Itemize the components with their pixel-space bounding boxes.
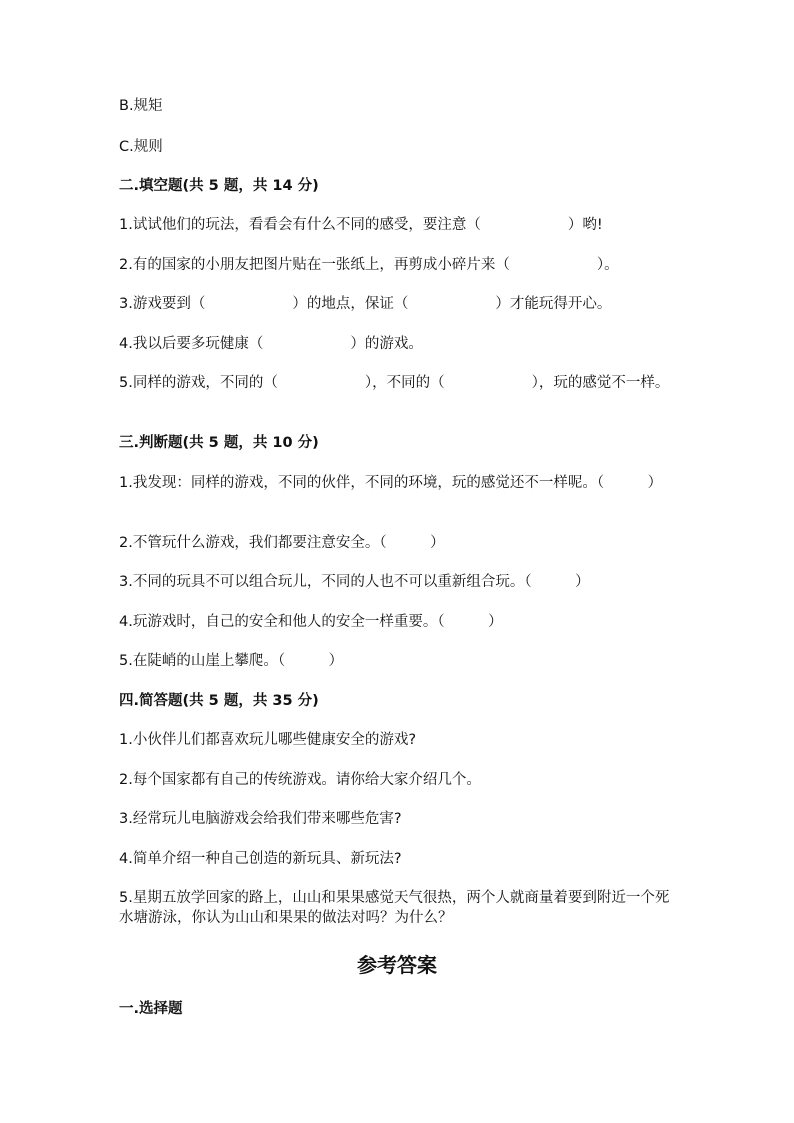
judge-heading: 三.判断题(共 5 题，共 10 分)	[119, 435, 319, 451]
short-answer-item-3: 3.经常玩儿电脑游戏会给我们带来哪些危害?	[119, 811, 402, 827]
short-answer-item-4: 4.简单介绍一种自己创造的新玩具、新玩法?	[119, 851, 402, 867]
short-answer-heading: 四.简答题(共 5 题，共 35 分)	[119, 693, 319, 709]
fill-blank-item-2: 2.有的国家的小朋友把图片贴在一张纸上，再剪成小碎片来（ ）。	[119, 257, 619, 273]
fill-blank-item-4: 4.我以后要多玩健康（ ）的游戏。	[119, 336, 423, 352]
answers-section-1: 一.选择题	[119, 1001, 183, 1017]
option-c: C.规则	[119, 139, 163, 155]
short-answer-item-1: 1.小伙伴儿们都喜欢玩儿哪些健康安全的游戏?	[119, 732, 417, 748]
judge-item-5: 5.在陡峭的山崖上攀爬。（ ）	[119, 653, 344, 669]
short-answer-item-2: 2.每个国家都有自己的传统游戏。请你给大家介绍几个。	[119, 772, 481, 788]
short-answer-item-5: 5.星期五放学回家的路上，山山和果果感觉天气很热，两个人就商量着要到附近一个死水塘游泳，你认为山山和果果的做法对吗？为什么？	[119, 890, 670, 926]
judge-item-4: 4.玩游戏时，自己的安全和他人的安全一样重要。（ ）	[119, 614, 503, 630]
option-b: B.规矩	[119, 98, 163, 114]
answers-title: 参考答案	[357, 953, 437, 977]
fill-blank-item-5: 5.同样的游戏，不同的（ ），不同的（ ），玩的感觉不一样。	[119, 375, 670, 391]
judge-item-2: 2.不管玩什么游戏，我们都要注意安全。（ ）	[119, 535, 445, 551]
judge-item-1: 1.我发现：同样的游戏，不同的伙伴，不同的环境，玩的感觉还不一样呢。（ ）	[119, 475, 663, 491]
judge-item-3: 3.不同的玩具不可以组合玩儿，不同的人也不可以重新组合玩。（ ）	[119, 574, 590, 590]
fill-blank-item-1: 1.试试他们的玩法，看看会有什么不同的感受，要注意（ ）哟!	[119, 217, 603, 233]
fill-blank-heading: 二.填空题(共 5 题，共 14 分)	[119, 178, 319, 194]
fill-blank-item-3: 3.游戏要到（ ）的地点，保证（ ）才能玩得开心。	[119, 296, 612, 312]
